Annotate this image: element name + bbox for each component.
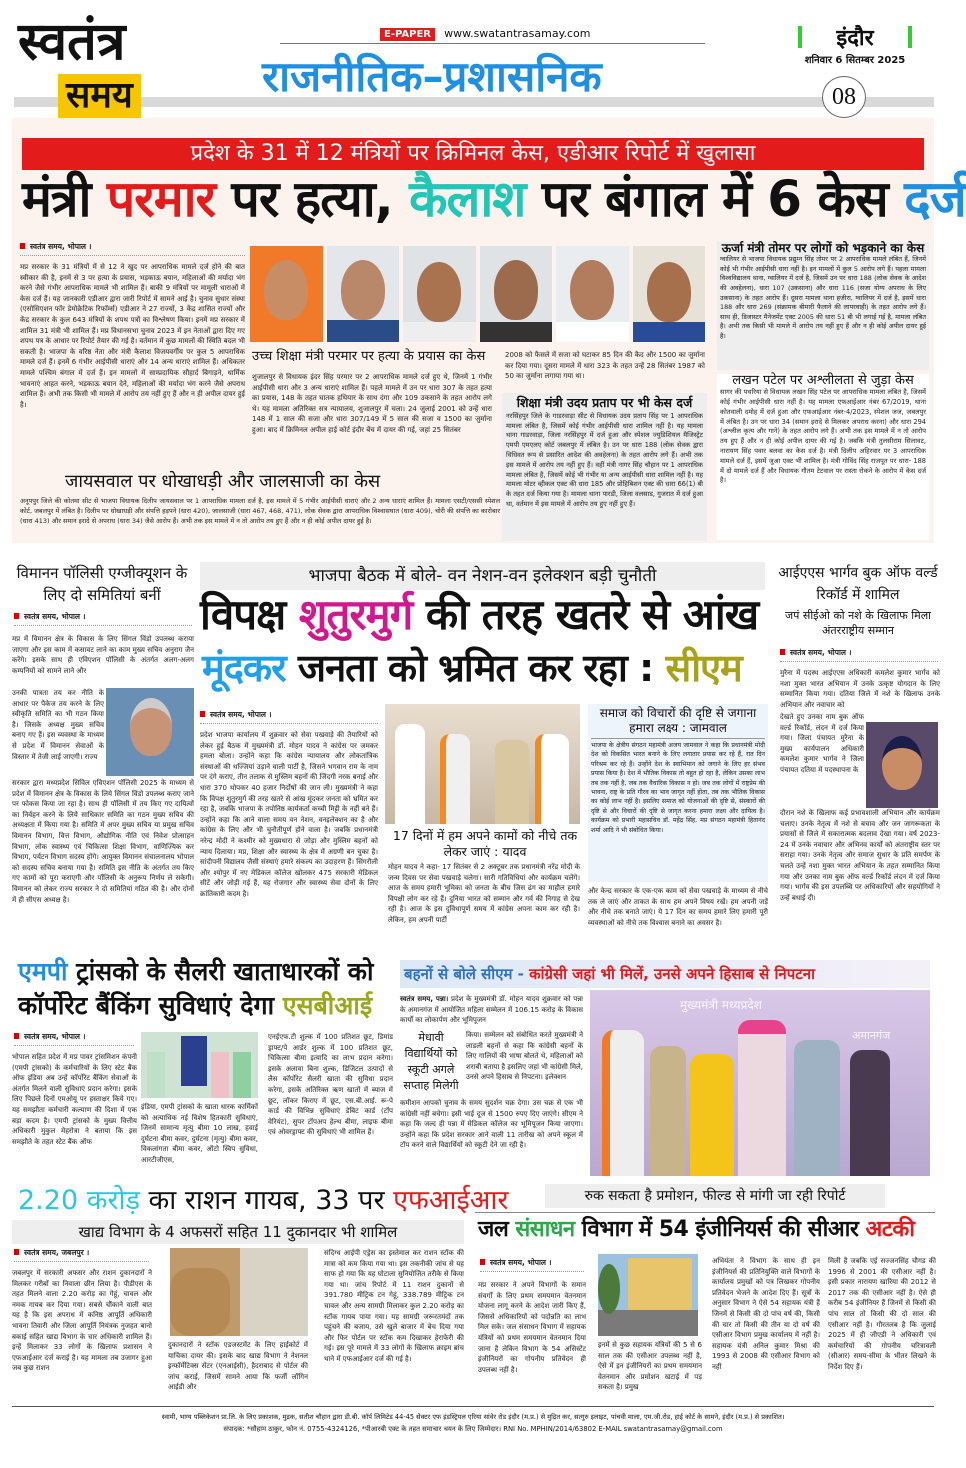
hl-part: संसाधन — [515, 1217, 575, 1242]
dateline: स्वतंत्र समय, भोपाल । — [14, 612, 192, 626]
aviation-headline: विमानन पॉलिसी एग्जीक्यूशन के लिए दो समितियां बनीं — [16, 564, 188, 604]
hl-part: कांग्रेसी जहां भी मिलें, उनसे अपने हिसाब से निपटना — [529, 965, 816, 983]
minister-photos — [250, 246, 705, 342]
ias-subheadline: जपं सीईओ को नशे के खिलाफ मिला अंतरराष्ट्रीय सम्मान — [784, 609, 932, 637]
dateline: स्वतंत्र समय, भोपाल । — [200, 710, 378, 724]
mou-photo — [141, 1032, 258, 1098]
panna-body-3: कमीशन आपको चुनाव के समय सुदर्शन चक्र देगा। उस चक्र से एक भी कांग्रेसी नहीं बचेगा। इसी भाई दूज से 1500 रुपए दिए जाएंगे। सीएम ने कहा कि जल्द ही पन्ना में मेडिकल कॉलेज का भूमिपूजन किया जाएगा। उन्होंने कहा कि प्रदेश सरकार आने वाली 11 तारीख को अपने स्कूल में टॉप करने वाले विद्यार्थियों को स्कूटी देने जा रही है। — [400, 1099, 583, 1150]
tomar-box — [717, 242, 929, 370]
water-body-2: इनमें से कुछ सहायक यंत्रियों की 5 से 6 साल तक की एसीआर उपलब्ध नहीं है, ऐसे में इन इंजीनियरों का प्रथम समयमान वेतनमान और प्रमोशन खटाई में पड़ सकता है। प्रमुख — [598, 1341, 702, 1392]
epaper-bar — [280, 22, 705, 44]
aviation-body-1: मप्र में विमानन क्षेत्र के विकास के लिए सिंगल विंडो उपलब्ध कराया जाएगा और इस काम में कसावट लाने का काम मुख्य सचिव अनुराग जैन करेंगे। इसके साथ ही एविएशन पॉलिसी के अंतर्गत अलग-अलग कम्पनियों को सामने लाने और — [12, 635, 194, 675]
hl-part: ट्रांसको के सैलरी खाताधारकों को — [67, 957, 374, 986]
dateline: स्वतंत्र समय, भोपाल । — [14, 1032, 134, 1046]
hl-part: सीएम — [665, 646, 742, 690]
hl-part: पर बंगाल में 6 केस — [525, 170, 905, 228]
aviation-body-3: सरकार द्वारा मध्यप्रदेश सिविल एविएशन पॉलिसी 2025 के माध्यम से प्रदेश में विमानन क्षेत्र के विकास के लिये सिंगल विंडो उपलब्ध कराए जाने पर फोकस किया जा रहा है। साथ ही पॉलिसी में तय किए गए दायित्वों का निर्वहन करने के लिये साधिकार समिति का गठन मुख्य सचिव की अध्यक्षता में किया गया है। समिति में अपर मुख्य सचिव या प्रमुख सचिव विमानन विभाग, वित्त विभाग, औद्योगिक नीति एवं निवेश प्रोत्साहन विभाग, लोक स्वास्थ्य एवं चिकित्सा शिक्षा विभाग, वाणिज्यिक कर विभाग, पर्यटन विभाग सदस्य होंगे। आयुक्त विमानन संचालनालय भोपाल को सदस्य सचिव बनाया गया है। समिति इस नीति के अंतर्गत तय किए गए कामों को पूरा कराएगी और पॉलिसी के अनुरूप निर्णय ले सकेगी। विमानन को लेकर राज्य सरकार ने दो समितियां गठित की है। और दोनों में ही सीएस अध्यक्ष है। — [12, 779, 194, 904]
tomar-headline: ऊर्जा मंत्री तोमर पर लोगों को भड़काने का केस — [721, 241, 925, 255]
footer — [12, 1406, 934, 1435]
divider — [798, 26, 802, 48]
banner-text: मुख्यमंत्री मध्यप्रदेश — [680, 998, 762, 1012]
ias-body-3: दौरान नशे के खिलाफ कई प्रभावशाली अभियान और कार्यक्रम चलाए। उनके नेतृत्व में नशे से बचाव और जन जागरूकता के प्रयासों से जिले में सकारात्मक बदलाव देखा गया। वर्ष 2023-24 में उनके नवाचार और अभिनव कार्यों को अंतराष्ट्रीय स्तर पर सराहा गया। उनके नेतृत्व और समाज सुधार के प्रति समर्पण के चलते उन्हें नशा मुक्त भारत अभियान के तहत सम्मानित किया गया और उनका नाम बुक ऑफ वर्ल्ड रिकॉर्ड लंदन में दर्ज किया गया। भार्गव की इस उपलब्धि पर अधिकारियों और सहयोगियों ने उन्हें बधाई दी। — [780, 809, 940, 902]
hl-part: दर्ज — [904, 170, 966, 228]
lead-headline — [22, 172, 966, 227]
hl-part: मूंदकर — [202, 646, 286, 690]
sbi-body-3: एनईएफ.टी शुल्क में 100 प्रतिशत छूट, डिमांड ड्राफ्ट/पे आर्डर शुल्क में 100 प्रतिशत छूट, चिकित्सा बीमा इत्यादि का लाभ प्रदान करेगा। इसके अलावा बिना शुल्क, डिजिटल उत्पादों से लैस कॉर्पोरेट सैलरी खाता की सुविधा प्रदान करेगा, इसके अतिरिक्त ऋण खातों में ब्याज में छूट, लॉकर किराए में छूट, एस.बी.आई. रू-पे कार्ड की विभिन्न सुविधाएं डेबिट कार्ड (टॉप वेरियंट), सुपर टॉपअप हेल्थ बीमा, लाइफ बीमा एवं ओवरड्राफ्ट की सुविधाएं भी शामिल हैं। — [268, 1033, 393, 1137]
panna-headline — [400, 960, 930, 988]
hl-part: एसबीआई — [282, 991, 373, 1020]
ration-headline — [18, 1186, 508, 1216]
dateline: स्वतंत्र समय, भोपाल । — [20, 242, 245, 256]
cm-body: प्रदेश भाजपा कार्यालय में शुक्रवार को सेवा पखवाड़े की तैयारियों को लेकर हुई बैठक में मुख्यमंत्री डॉ. मोहन यादव ने कांग्रेस पर जमकर हमला बोला। उन्होंने कहा कि कांग्रेस न्यायालय और लोकतांत्रिक संस्थाओं की धज्जियां उड़ाने वाली पार्टी है, जिसने भगवान राम के नाम पर दंगे कराए, तीन तलाक से मुस्लिम बहनों की जिंदगी नरक बनाई और धारा 370 थोपकर 40 हजार निर्दोषों की जान ली। मुख्यमंत्री ने कहा कि विपक्ष शुतुरमुर्ग की तरह खतरे से आंख मूंदकर जनता को भ्रमित कर रहा है, जबकि भाजपा के तपोनिष्ठ कार्यकर्ता कच्ची मिट्टी के नहीं बने हैं। उन्होंने कहा कि आने वाला समय वन नेशन, वनइलेक्शन का है और कांग्रेस के लिए और भी चुनौतीपूर्ण होने वाला है। जबकि प्रधानमंत्री नरेन्द्र मोदी ने कश्मीर को मुख्यधारा से जोड़ा और मुस्लिम बहनों को न्याय दिलाया। मप्र, शिक्षा और स्वास्थ्य के क्षेत्र में अग्रणी बन चुका है। सांदीपनी विद्यालय जैसी संस्थाएं हमारे संकल्प का उदाहरण हैं। सिंगरौली और श्योपुर में नए मेडिकल कॉलेज खोलकर 475 सरकारी मेडिकल सीटें और जोड़ी गई हैं, यह रोजगार और स्वास्थ्य सेवा दोनों के लिए क्रांतिकारी कदम है। — [200, 731, 378, 898]
ias-body-2: देखते हुए उनका नाम बुक ऑफ वर्ल्ड रिकॉर्ड, लंदन में दर्ज किया गया। जिला पंचायत मुरैना के मुख्य कार्यपालन अधिकारी कमलेश कुमार भार्गव ने जिला पंचायत दतिया में पदस्थापना के — [780, 713, 864, 774]
tomar-body: ग्वालियर से भाजपा विधायक प्रद्युम्न सिंह तोमर पर 2 आपराधिक मामले लंबित हैं, जिनमें कोई भी गंभीर आईपीसी धारा नहीं है। इन मामलों में कुल 5 आरोप लगे हैं। पहला मामला विश्वविद्यालय थाना, ग्वालियर में दर्ज है, जिसमें उन पर धारा 188 (लोक सेवक के आदेश की अवहेलना), धारा 107 (उकसाना) और धारा 116 (सजा योग्य अपराध के लिए उकसाना) के तहत आरोप हैं। दूसरा मामला थाना हजीरा, ग्वालियर में दर्ज है, इसमें धारा 188 और धारा 269 (संक्रामक बीमारी फैलाने की लापरवाही) के तहत आरोप लगे हैं। साथ ही, डिजास्टर मैनेजमेंट एक्ट 2005 की धारा 51 बी भी लगाई गई है, मामला लंबित है। अभी तक किसी भी मामले में आरोप तय नहीं हुए हैं और न ही कोई अपील दायर हुई है। — [720, 255, 926, 340]
panna-body-2: किया। सम्मेलन को संबोधित करते मुख्यमंत्री ने लाडली बहनों से कहा कि कांग्रेसी बहनों के लिए गालियों की भाषा बोलते थे, महिलाओं को शराबी बताया है इसलिए जहां भी कांग्रेसी मिले, उनसे अपने हिसाब से निपटना। इलेक्शन — [466, 1031, 583, 1082]
cm-sub-headline: 17 दिनों में हम अपने कामों को नीचे तक लेकर जाएं : यादव — [392, 828, 578, 859]
hl-part: कॉर्पोरेट बैंकिंग सुविधाएं देगा — [18, 991, 283, 1020]
hl-part: जल — [478, 1217, 516, 1242]
city-block — [790, 22, 920, 66]
masthead-logo — [18, 12, 196, 120]
hl-part: परमार — [106, 170, 216, 228]
lamp-lighting-photo — [385, 704, 580, 824]
water-body-1: मप्र सरकार ने अपने विभागों के समान संवर्गों के लिए प्रथम समयमान वेतनमान योजना लागू करने के आदेश जारी किए हैं, जिससे अधिकारियों को पदोन्नति का लाभ मिल सके। जल संसाधन विभाग में सहायक यंत्रियों को प्रथम समयमान वेतनमान दिया जाना है लेकिन विभाग के 54 असिस्टेंट इंजीनियरों का गोपनीय प्रतिवेदन ही उपलब्ध नहीं है। — [478, 1281, 586, 1374]
hl-part: बहनों से बोले सीएम - — [404, 965, 530, 983]
jamwal-body-cont: और केन्द्र सरकार के एक-एक काम को सेवा पखवाड़े के माध्यम से नीचे तक ले जाएं और ताकत के साथ हम अपने विषय रखें। हम अपनी जड़ें और नीचे तक बनाते जाएं। ये 17 दिन का समय हमारे लिए हमारी पूरी व्यवस्थाओं को नीचे तक विश्वास बनाने का अवसर है। — [588, 887, 768, 927]
section-title: राजनीतिक–प्रशासनिक — [262, 52, 602, 101]
hl-part: 2.20 करोड़ — [18, 1185, 140, 1216]
logo-top: स्वतंत्र — [18, 12, 126, 72]
water-body-4: मिली है जबकि एई सज्जनसिंह चौगड की 1996 से 2001 की एसीआर नहीं है। इसी प्रकार नारायण खारिया की 2012 से 2017 तक की एसीआर नहीं है। ऐसे ही करीब 54 इंजीनियर हैं जिनमें से किसी की पांच साल तो किसी की दो साल की एसीआर नहीं है। गौरतलब है कि जुलाई 2025 में ही जीएडी ने अधिकारी एवं कर्मचारियों की गोपनीय चरित्रावली (सीआर) समय-सीमा के भीतर लिखने के निर्देश दिए हैं। — [828, 1257, 936, 1371]
footer-line-2: संपादक: *सौहाम ठाकुर, फोन नं. 0755-4324126, *पीआरबी एक्ट के तहत समाचार चयन के लिए जिम्मेदार। RNI No. MPHIN/2014/63802 E-MAIL swatantrasamay@gmail.com — [223, 1425, 723, 1433]
uday-headline: शिक्षा मंत्री उदय प्रताप पर भी केस दर्ज — [516, 395, 693, 410]
sbi-body-1: भोपाल सहित प्रदेश में मप्र पावर ट्रांसमिशन कंपनी (एमपी ट्रांसको) के कर्मचारियों के लिए स्टेट बैंक ऑफ इंडिया अब उन्हें कॉर्पोरेट बैंकिंग सेवाओं के अंतर्गत मिलने वाली सुविधाएं प्रदान करेगा। इसके लिए पिछले दिनों एमओयू पर हस्ताक्षर किये गए। यह समझौता कर्मचारी कल्याण की दिशा में एक बड़ा कदम है। एमपी ट्रांसको के मुख्य वित्तीय अधिकारी मुकुल मेहरोत्रा ने बताया कि इस समझौते के तहत स्टेट बैंक ऑफ — [12, 1053, 137, 1146]
aviation-body-2: उनकी पात्रता तय कर नीति के आधार पर पैकेज तय करने के लिए स्वीकृति समिति का भी गठन किया है। जिसके अध्यक्ष मुख्य सचिव बनाए गए हैं। इस व्यवस्था के माध्यम से प्रदेश में विमानन सेवाओं के विस्तार में तेजी लाई जाएगी। राज्य — [12, 689, 104, 761]
hl-part: एमपी — [18, 957, 68, 986]
sbi-headline-1 — [18, 958, 373, 986]
hl-part: मंत्री — [22, 170, 107, 228]
water-headline — [478, 1218, 914, 1242]
water-kicker: रुक सकता है प्रमोशन, फील्ड से मांगी जा रही रिपोर्ट — [545, 1184, 885, 1208]
jamwal-headline: समाज को विचारों की दृष्टि से जगाना हमारा लक्ष्य : जामवाल — [591, 706, 765, 739]
ias-headline: आईएएस भार्गव बुक ऑफ वर्ल्ड रिकॉर्ड में शामिल — [778, 565, 938, 603]
hl-part: अटकी — [865, 1217, 915, 1242]
sbi-headline-2 — [18, 992, 372, 1020]
minister-photo — [633, 246, 706, 342]
ias-officer-photo — [866, 722, 938, 808]
parmar-body-cont: 2008 को फैसले में सजा को घटाकर 85 दिन की कैद और 1500 का जुर्माना कर दिया गया। दूसरा मामले में धारा 323 के तहत उन्हें 28 सितंबर 1987 को 50 का जुर्माना लगाया गया था। — [505, 351, 705, 381]
minister-photo — [250, 246, 323, 342]
hl-part: कैलाश — [409, 170, 526, 228]
uday-body: नरसिंहपुर जिले के गाडरवाड़ा सीट से विधायक उदय प्रताप सिंह पर 1 आपराधिक मामला लंबित है, जिसमें कोई गंभीर आईपीसी धारा शामिल नहीं है। यह मामला थाना गाडरवाड़ा, जिला नरसिंहपुर में दर्ज हुआ और स्पेशल ज्युडिशियल मैजिस्ट्रेट एमपी एमएलए कोर्ट जबलपुर में लंबित है। उन पर धारा 188 (लोक सेवक द्वारा विधिवत रूप से प्रसारित आदेश की अवहेलना) के तहत आरोप लगे हैं। अभी तक इस मामले में आरोप तय नहीं हुए हैं। वहीं मंत्री नागर सिंह चौहान पर 1 आपराधिक मामला लंबित है, जिसमें कोई भी गंभीर या अन्य आईपीसी धारा शामिल नहीं है। यह मामला मोटर व्हीकल एक्ट की धारा 185 और प्रोहिबिशन एक्ट की धारा 66(1) बी के तहत दर्ज किया गया है। मामला थाना पारडी, जिला वलसाड, गुजरात में दर्ज हुआ था, वर्तमान में इस मामले में आरोप तय हुए नहीं हुए हैं। — [506, 411, 703, 508]
cm-headline-2 — [202, 648, 742, 690]
dateline: स्वतंत्र समय, पन्ना। — [400, 995, 449, 1003]
stage-banner-text — [680, 996, 762, 1013]
hl-part: का राशन गायब, 33 पर — [139, 1185, 394, 1216]
parmar-headline: उच्च शिक्षा मंत्री परमार पर हत्या के प्रयास का केस — [252, 349, 486, 364]
lakhan-box — [717, 374, 929, 540]
cm-headline-1 — [200, 592, 758, 638]
divider — [908, 26, 912, 48]
panna-pullquote: मेधावी विद्यार्थियों को स्कूटी अगले सप्ताह मिलेगी — [403, 1031, 459, 1092]
lakhan-headline: लखन पटेल पर अश्लीलता से जुड़ा केस — [732, 373, 914, 388]
ration-body-1: जबलपुर में सरकारी अफसर और राशन दुकानदारों ने मिलकर गरीबों का निवाला छीन लिया है। पीडीएस के तहत मिलने वाला 2.20 करोड़ का गेहूं, चावल और नमक गायब कर दिया गया। सबसे चौंकाने वाली बात यह है कि इस अपराध में कनिष्ठ आपूर्ति अधिकारी भावना तिवारी और जिला आपूर्ति नियंत्रक नुजहत बानो बकाई सहित खाद्य विभाग के चार अधिकारी शामिल हैं। इन्हें मिलाकर 33 लोगों के खिलाफ प्रशासन ने एफआईआर दर्ज कराई है। यह मामला तब उजागर हुआ जब कुछ राशन — [12, 1269, 152, 1373]
minister-photo — [480, 246, 553, 342]
cm-kicker: भाजपा बैठक में बोले- वन नेशन-वन इलेक्शन बड़ी चुनौती — [200, 562, 765, 590]
hl-part: की तरह खतरे से आंख — [412, 590, 759, 639]
footer-line-1: स्वामी, भाग्य पब्लिकेशन प्रा.लि. के लिए प्रकाशक, मुद्रक, सतीश चौहान द्वारा डी.बी. कॉर्प लिमिटेड 44-45 सेक्टर एफ इंडस्ट्रियल एरिया सांवेर रोड इंदौर (म.प्र.) से मुद्रित कर, सत्गुरु इलाइट, पांचवी माला, एम.जी.रोड, हाई कोर्ट के सामने, इंदौर (म.प्र.) से प्रकाशित। — [161, 1413, 785, 1421]
jaiswal-headline: जायसवाल पर धोखाधड़ी और जालसाजी का केस — [65, 471, 381, 492]
women-conference-photo — [590, 990, 930, 1176]
dateline: स्वतंत्र समय, जबलपुर । — [14, 1248, 149, 1262]
hl-part: एफआईआर — [393, 1185, 509, 1216]
jaiswal-body: अनूपपुर जिले की कोतमा सीट से भाजपा विधायक दिलीप जायसवाल पर 1 आपराधिक मामला दर्ज है, इस मामले में 5 गंभीर आईपीसी धाराएं और 2 अन्य धाराएं शामिल हैं। मामला एसटी/एससी स्पेशल कोर्ट, जबलपुर में लंबित है। दिलीप पर धोखाधड़ी और संपत्ति हड़पने (धारा 420), जालसाजी (धारा 467, 468, 471), लोक सेवक द्वारा आपराधिक विश्वासघात (धारा 409), चोरी की संपत्ति का कारोबार (धारा 413) और समान इरादे से अपराध (धारा 34) जैसे आरोप हैं। अभी तक इस मामले में न तो आरोप तय हुए हैं और न ही कोई अपील दायर हुई है। — [20, 497, 500, 525]
hl-part: विपक्ष — [200, 590, 299, 639]
ration-subheadline: खाद्य विभाग के 4 अफसरों सहित 11 दुकानदार भी शामिल — [12, 1220, 464, 1244]
ration-body-2: दुकानदारों ने स्टॉक एडजस्टमेंट के लिए हाईकोर्ट में याचिका दायर की। इसके बाद खाद्य विभाग ने नेशनल इन्फॉर्मेटिक्स सेंटर (एनआईसी), हैदराबाद से पोर्टल की जांच कराई, जिसमें सामने आया कि फर्जी लॉगिन आईडी और — [168, 1341, 308, 1392]
panna-body-1 — [400, 994, 583, 1026]
ration-body-3: संदिग्ध आईपी एड्रेस का इस्तेमाल कर राशन स्टॉक की मात्रा को कम किया गया था। इस तकनीकी जांच से यह साफ हो गया कि यह घोटाला सुनियोजित तरीके से किया गया था। जांच रिपोर्ट में 11 राशन दुकानों से 391.780 मीट्रिक टन गेहूं, 338.789 मीट्रिक टन चावल और अन्य सामग्री मिलाकर कुल 2.20 करोड़ का स्टॉक गायब पाया गया। यह सामग्री जरूरतमंदों तक पहुंचने की बजाय, उसे खुले बाजार में बेच दिया गया और फिर पोर्टल पर स्टॉक कम दिखाकर हेराफेरी की गई। इस पूरे मामले में 33 लोगों के खिलाफ क्राइम ब्रांच थाने में एफआईआर दर्ज की गई है। — [324, 1249, 464, 1363]
dateline: स्वतंत्र समय, भोपाल । — [780, 648, 938, 662]
hl-part: विभाग में 54 इंजीनियर्स की सीआर — [574, 1217, 866, 1242]
lead-body: मप्र सरकार के 31 मंत्रियों में से 12 ने खुद पर आपराधिक मामले दर्ज होने की बात स्वीकार की है, इनमें से 3 पर हत्या के प्रयास, भड़काऊ बयान, महिलाओं की मर्यादा भंग करने जैसे गंभीर आपराधिक मामले भी शामिल हैं। बाकी 9 मंत्रियों पर मामूली धाराओं में केस दर्ज हैं। यह जानकारी एडीआर द्वारा जारी रिपोर्ट में सामने आई है। चुनाव सुधार संस्था (एसोसिएशन फॉर डेमोक्रेटिक रिफॉर्म्स) एडीआर ने 27 राज्यों, 3 केंद्र शासित राज्यों और केंद्र सरकार के कुल 643 मंत्रियों के शपथ पत्रों का विश्लेषण किया। इनमें मप्र सरकार में शामिल 31 मंत्री भी शामिल हैं। मप्र विधानसभा चुनाव 2023 में इन नेताओं द्वारा दिए गए शपथ पत्र के आधार पर रिपोर्ट तैयार की गई है। वर्तमान में कुछ मामलों की स्थिति बदल भी सकती है। भाजपा के वरिष्ठ नेता और मंत्री कैलाश विजयवर्गीय पर कुल 5 आपराधिक मामले दर्ज हैं। इनमें 6 गंभीर आईपीसी धाराएं और 14 अन्य धाराएं शामिल हैं। अधिकतर मामले पश्चिम बंगाल में दर्ज हैं। इन मामलों में साम्प्रदायिक सौहार्द बिगाड़ने, धार्मिक भावनाएं आहत करने, भड़काऊ बयान देने, महिलाओं की मर्यादा भंग करने जैसे अपराध शामिल हैं। अभी तक किसी भी मामले में आरोप तय नहीं हुए हैं और न ही अपील दायर हुई है। — [20, 263, 245, 409]
office-building-photo — [598, 1254, 698, 1336]
ias-body-1: मुरैना में पदस्थ आईएएस अधिकारी कमलेश कुमार भार्गव को नशा मुक्त भारत अभियान में उनके उत्कृष्ट योगदान के लिए सम्मानित किया गया। दतिया जिले में नशे के खिलाफ उनके अभियान और नवाचार को — [780, 669, 940, 709]
divider — [475, 1212, 935, 1213]
minister-photo — [403, 246, 476, 342]
minister-photo — [327, 246, 400, 342]
logo-bottom: समय — [58, 74, 141, 118]
lead-kicker: प्रदेश के 31 में 12 मंत्रियों पर क्रिमिनल केस, एडीआर रिपोर्ट में खुलासा — [22, 138, 924, 170]
jamwal-box — [588, 704, 768, 882]
panna-body-text: प्रदेश के मुख्यमंत्री डॉ. मोहन यादव शुक्रवार को पन्ना के अमानगंज में आयोजित महिला सम्मेलन में 106.15 करोड़ के विकास कार्यों का लोकार्पण और भूमिपूजन — [400, 995, 583, 1025]
minister-photo — [556, 246, 629, 342]
city: इंदौर — [836, 26, 874, 51]
hl-part: शुतुरमुर्ग — [298, 590, 413, 639]
uday-box — [502, 393, 707, 541]
jamwal-body: भाजपा के क्षेत्रीय संगठन महामंत्री अजय जामवाल ने कहा कि प्रधानमंत्री मोदी देश को विकसित भारत बनाने के लिए लगातार प्रयास कर रहे हैं, रात दिन परिश्रम कर रहे हैं। उन्होंने देश के स्वाभिमान को जगाने के लिए हर संभव प्रयास किया है। देश में भौतिक विकास तो बहुत हो रहा है, लेकिन उसका लाभ तब तक नहीं है, जब तक वैचारिक विकास न हो। जब तक लोगों में राष्ट्रप्रेम की भावना, राष्ट्र के प्रति गौरव का भाव जागृत नहीं होता, तब तक भौतिक विकास का कोई लाभ नहीं है। इसलिए समाज को योजनाओं की दृष्टि से, संस्कारों की दृष्टि से और विचारों की दृष्टि से जागृत करना हमारा लक्ष्य और दायित्व है। कार्यक्रम को प्रभारी महासचिव डॉ. महेंद्र सिंह, मप्र संगठन महामंत्री हितानंद शर्मा आदि ने भी संबोधित किया। — [591, 742, 765, 834]
lakhan-body: सागर की पथरिया से विधायक लखन सिंह पटेल पर आपराधिक मामला लंबित है, जिसमें कोई गंभीर आईपीसी धारा नहीं है। यह मामला एफआईआर नंबर 67/2019, थाना कोतवाली दमोह में दर्ज हुआ और एफआईआर नंबर-4/2023, स्पेशल जज, जबलपुर में लंबित है। उन पर धारा 34 (समान इरादे से मिलकर अपराध करना) और धारा 294 (अश्लील कृत्य और गाने) के तहत आरोप लगे हैं। अभी तक इस मामले में न तो आरोप तय हुए हैं और न ही कोई अपील दायर की गई है। जबकि मंत्री तुलसीराम सिलावट, नारायण सिंह पवार बलवा का केस दर्ज है। मंत्री दिलीप अहिरवार पर 3 आपराधिक मामले दर्ज हैं, इसमें जुआ एक्ट भी शामिल है। मंत्री गोविंद सिंह राजपूत पर धारा- 188 में दो मामले दर्ज हैं और विधायक गौतम टेटवाल पर रास्ता रोकने के आरोप में केस दर्ज है। — [720, 388, 926, 485]
stage-banner-text-2: अमानगंज — [852, 1029, 891, 1042]
sbi-body-2: इंडिया, एमपी ट्रांसको के खाता धारक कार्मिकों को अत्याधिक नई विशेष हितकारी सुविधाएं, जिनमें सामान्य मृत्यु बीमा 10 लाख, हवाई दुर्घटना बीमा कवर, दुर्घटना (मृत्यु) बीमा कवर, विकलांगता बीमा कवर, ऑटो स्विप सुविधा, आरटीजीएस, — [141, 1103, 258, 1164]
water-body-3: अभियंता ने विभाग के साथ ही इन इंजीनियर्स की प्रतिनियुक्ति वाले विभागों के कार्यालय प्रमुखों को पत्र लिखकर गोपनीय प्रतिवेदन भेजने के आदेश दिए हैं। सूत्रों के अनुसार विभाग ने ऐसे 54 सहायक यंत्री हैं जिनमें से किसी की दो पांच वर्ष की, किसी की चार तो किसी की तीन या दो वर्ष की एसीआर विभाग प्रमुख कार्यालय में नहीं है। सहायक यंत्री अनिल कुमार मिश्रा की 1993 से 2008 की एसीआर विभाग को नहीं — [712, 1257, 820, 1371]
site-url[interactable]: www.swatantrasamay.com — [444, 27, 591, 40]
parmar-body: शुजालपुर से विधायक इंदर सिंह परमार पर 2 आपराधिक मामले दर्ज हुए थे, जिनमें 1 गंभीर आईपीसी धारा और 3 अन्य धाराएं शामिल हैं। पहले मामले में उन पर धारा 307 के तहत हत्या का प्रयास, 148 के तहत घातक हथियार के साथ दंगा और 109 उकसाने के तहत आरोप लगे थे। यह मामला अतिरिक्त सत्र न्यायालय, शुजालपुर में चला। 24 जुलाई 2001 को उन्हें धारा 148 में 1 साल की सजा और धारा 307/149 में 5 साल की सजा व 1500 का जुर्माना हुआ। बाद में क्रिमिनल अपील हाई कोर्ट इंदौर बेंच में दायर की गई, जहां 25 सितंबर — [252, 373, 492, 434]
cm-sub-body: मोहन यादव ने कहा- 17 सितंबर से 2 अक्टूबर तक प्रधानमंत्री नरेंद्र मोदी के जन्म दिवस पर सेवा पखवाड़े चलेगा। सारी गतिविधियां और कार्यक्रम चलेंगे। आज के समय हमारी भूमिका को जनता के बीच जिस ढंग का माहौल हमारे विपक्षी लोग कर रहे हैं। दुनिया भारत को सम्मान और गर्व की निगाह से देख रही है। आज के इस दुविधापूर्ण समय में कांग्रेस अपना काम कर रही है। लेकिन, हम अपनी पार्टी — [388, 863, 580, 924]
official-photo — [106, 688, 194, 776]
hl-part: जनता को भ्रमित कर रहा : — [285, 646, 666, 690]
hl-part: पर हत्या, — [215, 170, 410, 228]
dateline: स्वतंत्र समय, भोपाल । — [480, 1258, 584, 1272]
date: शनिवार 6 सितम्बर 2025 — [804, 55, 906, 66]
grain-sacks-photo — [170, 1248, 308, 1336]
page-number: 08 — [822, 76, 866, 118]
epaper-badge: E-PAPER — [380, 28, 435, 41]
